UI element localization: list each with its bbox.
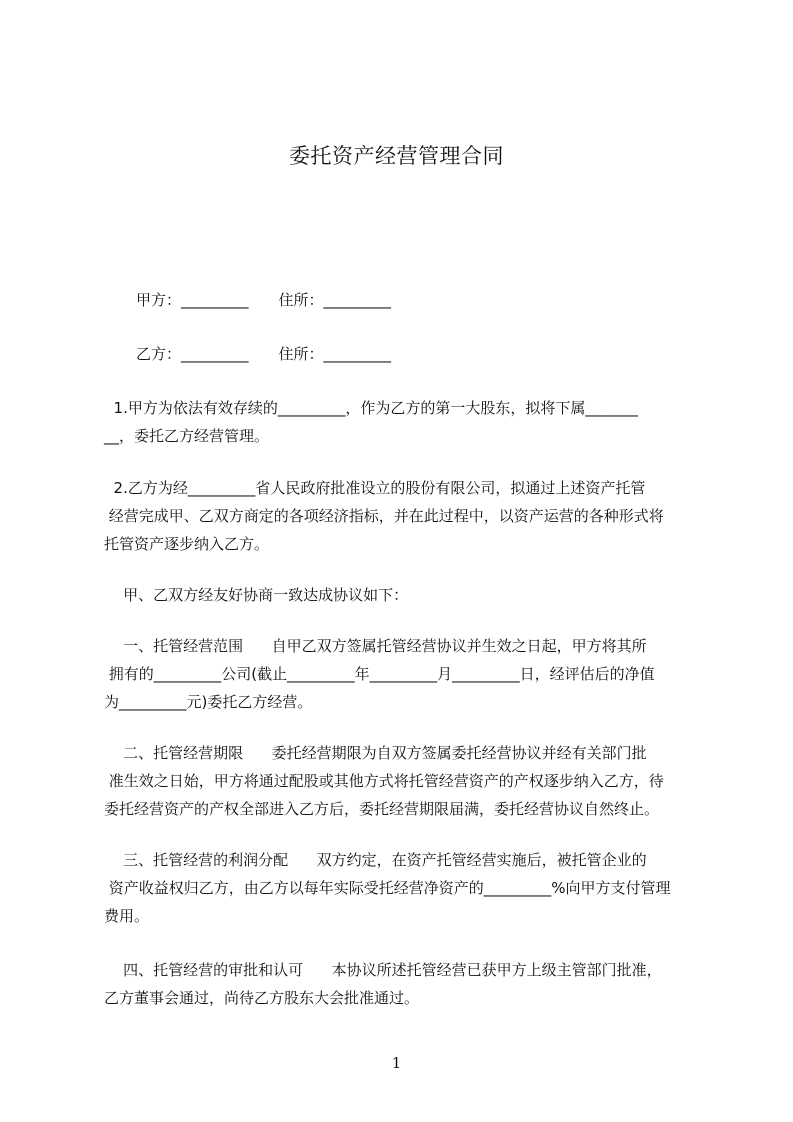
- paragraph-line: 1.甲方为依法有效存续的_________，作为乙方的第一大股东，拟将下属_______: [104, 399, 638, 417]
- paragraph-line: 委托经营资产的产权全部进入乙方后，委托经营期限届满，委托经营协议自然终止。: [104, 800, 660, 818]
- party-a-name: 甲方：_________: [136, 291, 249, 309]
- paragraph-line: 托管资产逐步纳入乙方。: [104, 535, 270, 553]
- party-b-address: 住所：_________: [278, 345, 392, 363]
- paragraph-line: 乙方董事会通过，尚待乙方股东大会批准通过。: [104, 989, 420, 1007]
- party-b-row: [104, 339, 724, 370]
- page-number: 1: [391, 1054, 402, 1072]
- paragraph-line: 经营完成甲、乙双方商定的各项经济指标，并在此过程中，以资产运营的各种形式将: [104, 507, 664, 525]
- paragraph-line: 为_________元)委托乙方经营。: [104, 693, 313, 711]
- paragraph-line: 四、托管经营的审批和认可 本协议所述托管经营已获甲方上级主管部门批准，: [104, 961, 662, 979]
- party-b-name: 乙方：_________: [136, 345, 249, 363]
- paragraph-line: 费用。: [104, 907, 150, 925]
- party-a-row: [104, 285, 724, 316]
- paragraph-line: 拥有的_________公司(截止_________年_________月_________日，经评估后的净值: [104, 665, 655, 683]
- paragraph-line: 甲、乙双方经友好协商一致达成协议如下：: [104, 586, 409, 604]
- paragraph-line: 准生效之日始，甲方将通过配股或其他方式将托管经营资产的产权逐步纳入乙方，待: [104, 772, 664, 790]
- paragraph-line: 二、托管经营期限 委托经营期限为自双方签属委托经营协议并经有关部门批: [104, 744, 647, 762]
- paragraph-line: __，委托乙方经营管理。: [104, 427, 270, 445]
- paragraph-line: 一、托管经营范围 自甲乙双方签属托管经营协议并生效之日起，甲方将其所: [104, 637, 647, 655]
- paragraph-line: 2.乙方为经_________省人民政府批准设立的股份有限公司，拟通过上述资产托管: [104, 479, 646, 497]
- party-a-address: 住所：_________: [278, 291, 392, 309]
- paragraph-line: 三、托管经营的利润分配 双方约定，在资产托管经营实施后，被托管企业的: [104, 851, 647, 869]
- paragraph-line: 资产收益权归乙方，由乙方以每年实际受托经营净资产的_________%向甲方支付管理: [104, 879, 671, 897]
- document-title: 委托资产经营管理合同: [289, 144, 504, 168]
